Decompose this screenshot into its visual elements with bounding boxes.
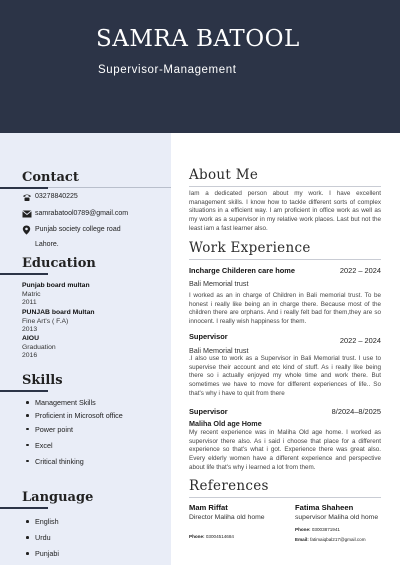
contact-phone xyxy=(22,193,78,202)
reference-email-value: fatimaiqbal217@gmail.com xyxy=(310,537,366,542)
education-school: AIOU xyxy=(22,335,39,342)
experience-heading-rule xyxy=(189,259,381,260)
reference-position: supervisor Maliha old home xyxy=(295,514,379,521)
about-heading-rule xyxy=(189,186,381,187)
skill-item: Excel xyxy=(26,441,146,450)
skill-item: Management Skills xyxy=(26,398,146,407)
skills-list xyxy=(26,398,146,466)
reference-phone xyxy=(189,534,234,539)
contact-email-text: samrabatool0789@gmail.com xyxy=(35,210,129,217)
contact-address xyxy=(22,222,142,252)
education-school: Punjab board multan xyxy=(22,282,90,289)
education-year: 2013 xyxy=(22,326,38,334)
references-heading: References xyxy=(189,478,269,494)
job-dates: 2022 – 2024 xyxy=(339,336,381,345)
reference-phone-label: Phone: xyxy=(295,527,311,532)
language-item: Urdu xyxy=(26,533,59,542)
reference-phone-label: Phone: xyxy=(189,534,205,539)
language-heading-rule xyxy=(0,507,48,509)
experience-heading: Work Experience xyxy=(189,240,311,256)
education-entry-1 xyxy=(22,282,90,308)
education-entry-3 xyxy=(22,335,56,361)
contact-address-text: Punjab society college road Lahore. xyxy=(35,226,121,248)
education-heading: Education xyxy=(22,256,96,271)
education-degree: Fine Art's ( F.A) xyxy=(22,317,69,325)
reference-name: Fatima Shaheen xyxy=(295,503,354,512)
education-degree: Matric xyxy=(22,290,41,298)
contact-heading: Contact xyxy=(22,170,79,185)
language-item: Punjabi xyxy=(26,549,59,558)
job-organization: Bali Memorial trust xyxy=(189,279,249,288)
reference-name: Mam Riffat xyxy=(189,503,228,512)
about-text: Iam a dedicated person about my work. I have excellent management skills. I know how to tackle different sorts of complex situations in a efficient way. I am proficient in office work as well as my work as a supervisor in my relative work places. Last but not the least iam a fast learner also. xyxy=(189,190,381,232)
about-heading: About Me xyxy=(189,167,259,183)
location-pin-icon xyxy=(22,225,33,234)
reference-phone xyxy=(295,527,340,532)
job-description: I worked as an in charge of Children in Bali memorial trust. To be honest i really like being an in charge there. Because most of the children there are orphans. And i really felt bad for them,they are so innocent. I really wish happiness for them. xyxy=(189,292,381,326)
phone-icon xyxy=(22,193,33,202)
references-heading-rule xyxy=(189,497,381,498)
education-entry-2 xyxy=(22,309,95,335)
language-heading: Language xyxy=(22,490,94,505)
contact-heading-rule xyxy=(0,187,48,189)
reference-email-label: Email: xyxy=(295,537,309,542)
job-description: My recent experience was in Maliha Old age home. I worked as supervisor there also. As i said i choose that place for a different experience so that's what i got. Experience there was great also. Every elderly women have a different experience and perspective about life that's why i learned a lot from them. xyxy=(189,429,381,471)
sidebar xyxy=(0,133,171,565)
reference-email[interactable] xyxy=(295,537,366,542)
language-list xyxy=(26,517,59,558)
job-organization: Maliha Old age Home xyxy=(189,419,262,428)
contact-email[interactable] xyxy=(22,210,128,219)
job-dates: 8/2024–8/2025 xyxy=(331,407,381,416)
reference-phone-value: 03003871941 xyxy=(311,527,340,532)
candidate-role: Supervisor-Management xyxy=(98,64,237,76)
reference-position: Director Maliha old home xyxy=(189,514,265,521)
education-year: 2016 xyxy=(22,352,38,360)
envelope-icon xyxy=(22,210,33,219)
job-title: Incharge Childeren care home xyxy=(189,266,295,275)
contact-phone-text: 03278840225 xyxy=(35,193,78,200)
education-heading-rule xyxy=(0,273,48,275)
job-organization: Bali Memorial trust xyxy=(189,346,249,355)
reference-phone-value: 03004514684 xyxy=(205,534,234,539)
language-item: English xyxy=(26,517,59,526)
education-degree: Graduation xyxy=(22,343,56,351)
candidate-name: SAMRA BATOOL xyxy=(96,26,300,52)
job-dates: 2022 – 2024 xyxy=(339,266,381,275)
job-title: Supervisor xyxy=(189,407,228,416)
education-year: 2011 xyxy=(22,299,37,307)
resume-header xyxy=(0,0,400,133)
skill-item: Critical thinking xyxy=(26,457,146,466)
skills-heading-rule xyxy=(0,390,48,392)
job-description: .I also use to work as a Supervisor in Bali Memorial trust. I use to supervise their account and etc kind of stuff. As i really like being there so i actually enjoyed my whole time and work there. But sometimes we have to move for different experiences of life.. So that's why i have to quit from there xyxy=(189,355,381,397)
skill-item: Power point xyxy=(26,425,146,434)
skill-item: Proficient in Microsoft office xyxy=(26,411,146,421)
contact-divider xyxy=(48,187,171,188)
job-title: Supervisor xyxy=(189,332,228,341)
education-school: PUNJAB board Multan xyxy=(22,309,95,316)
skills-heading: Skills xyxy=(22,373,63,388)
